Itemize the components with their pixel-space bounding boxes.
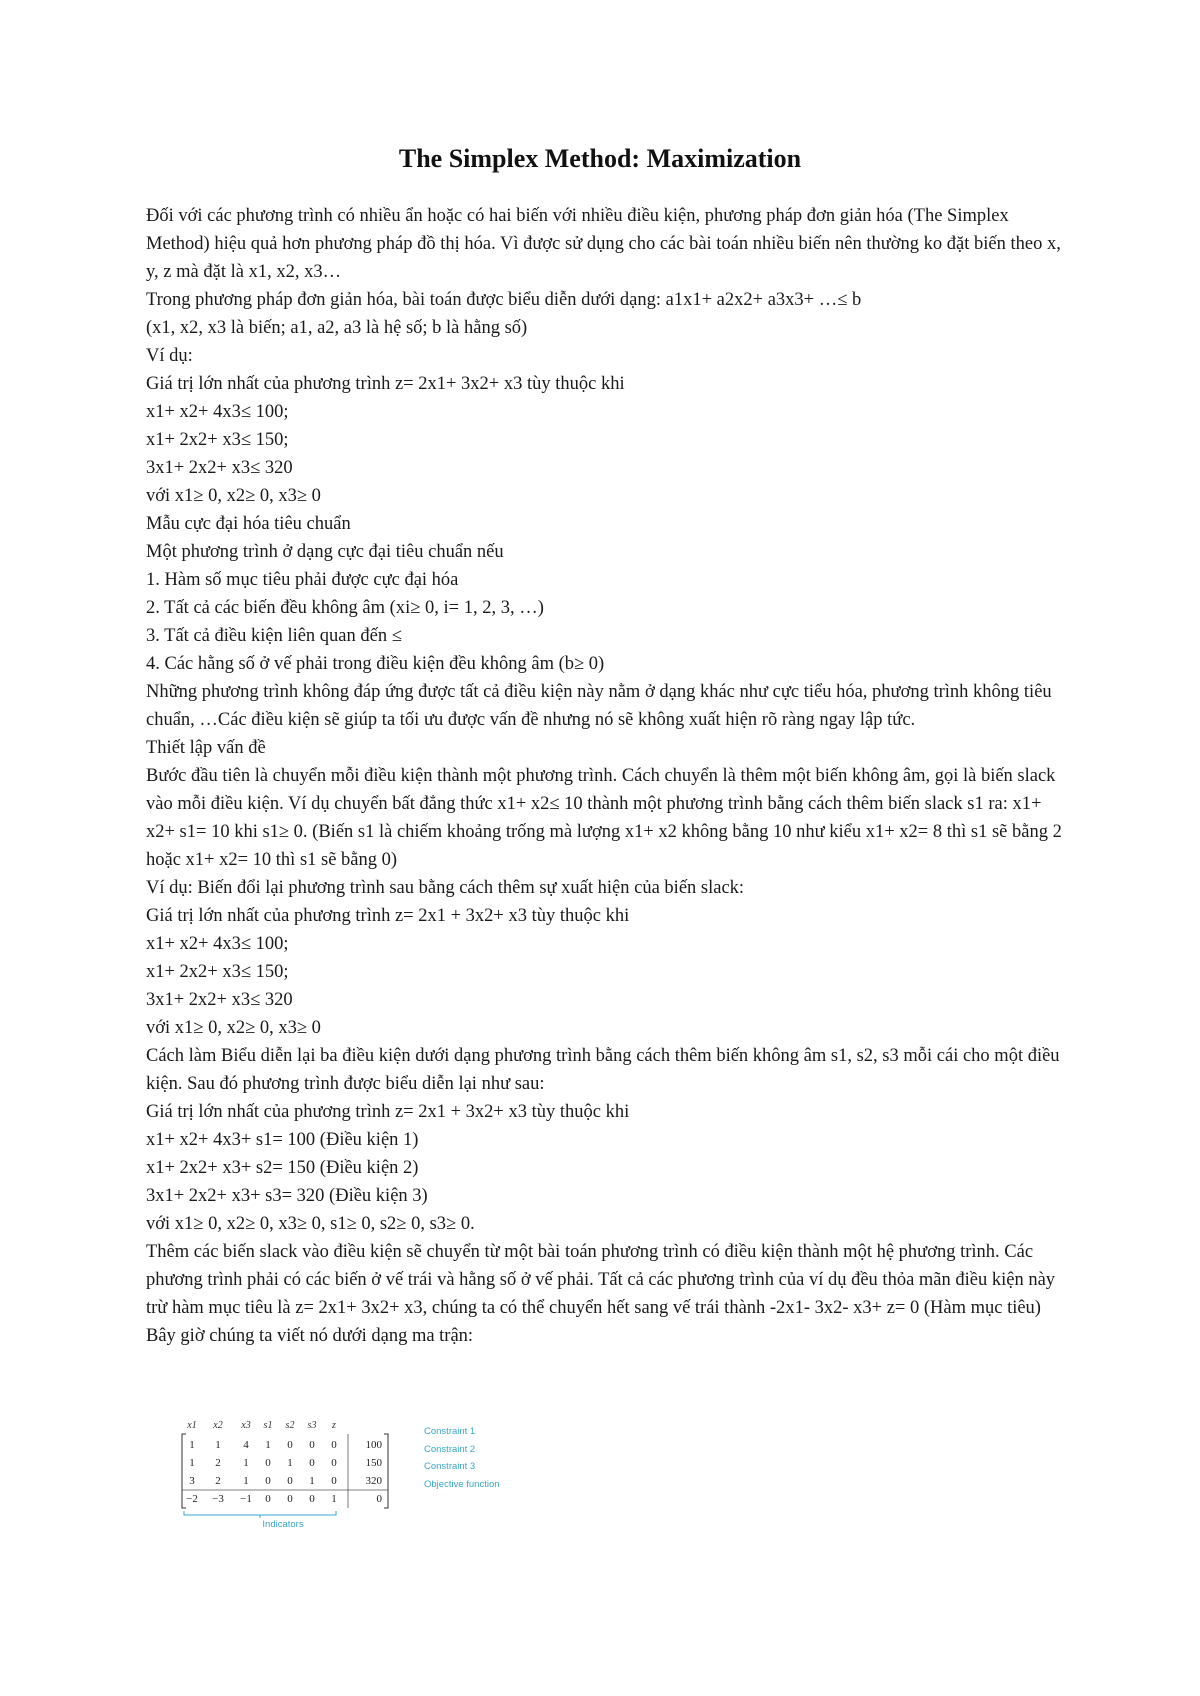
matrix-cell: 1	[265, 1439, 271, 1451]
equation-line: x1+ x2+ 4x3≤ 100;	[146, 934, 289, 954]
matrix-cell: 0	[265, 1493, 271, 1505]
equation-line: x1+ x2+ 4x3≤ 100;	[146, 402, 289, 422]
paragraph: Cách làm Biểu diễn lại ba điều kiện dưới dạng phương trình bằng cách thêm biến không âm s1, s2, s3 mỗi cái cho một điều kiện. Sau đó phương trình được biểu diễn lại như sau:	[146, 1046, 1060, 1094]
matrix-cell: 1	[243, 1475, 249, 1487]
matrix-column-header: x1	[187, 1420, 197, 1431]
matrix-cell: −2	[186, 1493, 198, 1505]
equation-line: 3x1+ 2x2+ x3+ s3= 320 (Điều kiện 3)	[146, 1186, 428, 1206]
section-heading: Thiết lập vấn đề	[146, 738, 266, 758]
paragraph: (x1, x2, x3 là biến; a1, a2, a3 là hệ số; b là hằng số)	[146, 318, 528, 338]
matrix-cell: 1	[189, 1457, 195, 1469]
matrix-cell: 0	[287, 1475, 293, 1487]
matrix-cell: 0	[331, 1457, 337, 1469]
matrix-cell: −3	[212, 1493, 224, 1505]
matrix-cell: −1	[240, 1493, 252, 1505]
paragraph: Những phương trình không đáp ứng được tất cả điều kiện này nằm ở dạng khác như cực tiểu hóa, phương trình không tiêu chuẩn, …Các điều kiện sẽ giúp ta tối ưu được vấn đề nhưng nó sẽ không xuất hiện rõ ràng ngay lập tức.	[146, 682, 1052, 730]
matrix-cell: 0	[287, 1439, 293, 1451]
list-item: 2. Tất cả các biến đều không âm (xi≥ 0, i= 1, 2, 3, …)	[146, 598, 544, 618]
row-label-objective: Objective function	[424, 1478, 500, 1490]
indicators-brace	[184, 1511, 336, 1515]
list-item: 4. Các hằng số ở vế phải trong điều kiện đều không âm (b≥ 0)	[146, 654, 605, 674]
matrix-cell: 1	[331, 1493, 337, 1505]
matrix-cell: 0	[331, 1439, 337, 1451]
paragraph: Bước đầu tiên là chuyển mỗi điều kiện thành một phương trình. Cách chuyển là thêm một biến không âm, gọi là biến slack vào mỗi điều kiện. Ví dụ chuyển bất đẳng thức x1+ x2≤ 10 thành một phương trình bằng cách thêm biến slack s1 ra: x1+ x2+ s1= 10 khi s1≥ 0. (Biến s1 là chiếm khoảng trống mà lượng x1+ x2 không bằng 10 như kiểu x1+ x2= 8 thì s1 sẽ bằng 2 hoặc x1+ x2= 10 thì s1 sẽ bằng 0)	[146, 766, 1062, 870]
equation-line: với x1≥ 0, x2≥ 0, x3≥ 0	[146, 486, 321, 506]
matrix-cell: 2	[215, 1457, 221, 1469]
equation-line: x1+ x2+ 4x3+ s1= 100 (Điều kiện 1)	[146, 1130, 419, 1150]
document-title: The Simplex Method: Maximization	[398, 144, 802, 173]
list-item: 1. Hàm số mục tiêu phải được cực đại hóa	[146, 570, 459, 590]
equation-line: với x1≥ 0, x2≥ 0, x3≥ 0	[146, 1018, 321, 1038]
paragraph: Một phương trình ở dạng cực đại tiêu chuẩn nếu	[146, 542, 504, 562]
matrix-cell: 3	[189, 1475, 195, 1487]
matrix-column-header: x2	[213, 1420, 223, 1431]
row-label-constraint-1: Constraint 1	[424, 1426, 476, 1437]
matrix-cell: 1	[243, 1457, 249, 1469]
section-heading: Mẫu cực đại hóa tiêu chuẩn	[146, 514, 351, 534]
paragraph: Ví dụ:	[146, 346, 193, 366]
row-label-constraint-3: Constraint 3	[424, 1461, 476, 1472]
paragraph: Giá trị lớn nhất của phương trình z= 2x1 + 3x2+ x3 tùy thuộc khi	[146, 906, 630, 926]
equation-line: với x1≥ 0, x2≥ 0, x3≥ 0, s1≥ 0, s2≥ 0, s3≥ 0.	[146, 1214, 475, 1234]
matrix-cell: 2	[215, 1475, 221, 1487]
matrix-cell: 0	[265, 1457, 271, 1469]
paragraph: Trong phương pháp đơn giản hóa, bài toán được biểu diễn dưới dạng: a1x1+ a2x2+ a3x3+ …≤ b	[146, 290, 862, 310]
matrix-cell: 1	[215, 1439, 221, 1451]
paragraph: Bây giờ chúng ta viết nó dưới dạng ma trận:	[146, 1326, 474, 1346]
matrix-cell: 0	[331, 1475, 337, 1487]
matrix-cell: 150	[365, 1457, 382, 1469]
matrix-column-header: s3	[307, 1420, 317, 1431]
equation-line: x1+ 2x2+ x3≤ 150;	[146, 430, 289, 450]
matrix-column-header: s1	[263, 1420, 273, 1431]
matrix-cell: 0	[287, 1493, 293, 1505]
paragraph: Giá trị lớn nhất của phương trình z= 2x1+ 3x2+ x3 tùy thuộc khi	[146, 374, 625, 394]
equation-line: x1+ 2x2+ x3+ s2= 150 (Điều kiện 2)	[146, 1158, 419, 1178]
matrix-cell: 1	[189, 1439, 195, 1451]
document-body	[146, 202, 1066, 1350]
matrix-cell: 1	[287, 1457, 293, 1469]
matrix-cell: 320	[365, 1475, 382, 1487]
matrix-cell: 0	[265, 1475, 271, 1487]
matrix-figure	[180, 1418, 420, 1530]
matrix-cell: 0	[309, 1457, 315, 1469]
matrix-row-labels	[424, 1423, 534, 1493]
matrix-cell: 1	[309, 1475, 315, 1487]
equation-line: x1+ 2x2+ x3≤ 150;	[146, 962, 289, 982]
paragraph: Đối với các phương trình có nhiều ẩn hoặc có hai biến với nhiều điều kiện, phương pháp đơn giản hóa (The Simplex Method) hiệu quả hơn phương pháp đồ thị hóa. Vì được sử dụng cho các bài toán nhiều biến nên thường ko đặt biến theo x, y, z mà đặt là x1, x2, x3…	[146, 206, 1061, 282]
matrix-right-bracket	[384, 1434, 388, 1508]
row-label-constraint-2: Constraint 2	[424, 1443, 476, 1455]
matrix-column-header: s2	[285, 1420, 295, 1431]
matrix-cell: 0	[309, 1493, 315, 1505]
list-item: 3. Tất cả điều kiện liên quan đến ≤	[146, 626, 402, 646]
matrix-column-header: z	[332, 1420, 336, 1431]
paragraph: Ví dụ: Biến đổi lại phương trình sau bằng cách thêm sự xuất hiện của biến slack:	[146, 878, 745, 898]
matrix-cell: 100	[365, 1439, 382, 1451]
indicators-label: Indicators	[262, 1519, 304, 1530]
paragraph: Thêm các biến slack vào điều kiện sẽ chuyển từ một bài toán phương trình có điều kiện thành một hệ phương trình. Các phương trình phải có các biến ở vế trái và hằng số ở vế phải. Tất cả các phương trình của ví dụ đều thỏa mãn điều kiện này trừ hàm mục tiêu là z= 2x1+ 3x2+ x3, chúng ta có thể chuyển hết sang vế trái thành -2x1- 3x2- x3+ z= 0 (Hàm mục tiêu)	[146, 1242, 1056, 1318]
matrix-cell: 4	[243, 1439, 249, 1451]
matrix-column-header: x3	[241, 1420, 251, 1431]
equation-line: 3x1+ 2x2+ x3≤ 320	[146, 458, 293, 478]
matrix-cell: 0	[376, 1493, 382, 1505]
equation-line: 3x1+ 2x2+ x3≤ 320	[146, 990, 293, 1010]
paragraph: Giá trị lớn nhất của phương trình z= 2x1 + 3x2+ x3 tùy thuộc khi	[146, 1102, 630, 1122]
matrix-cell: 0	[309, 1439, 315, 1451]
